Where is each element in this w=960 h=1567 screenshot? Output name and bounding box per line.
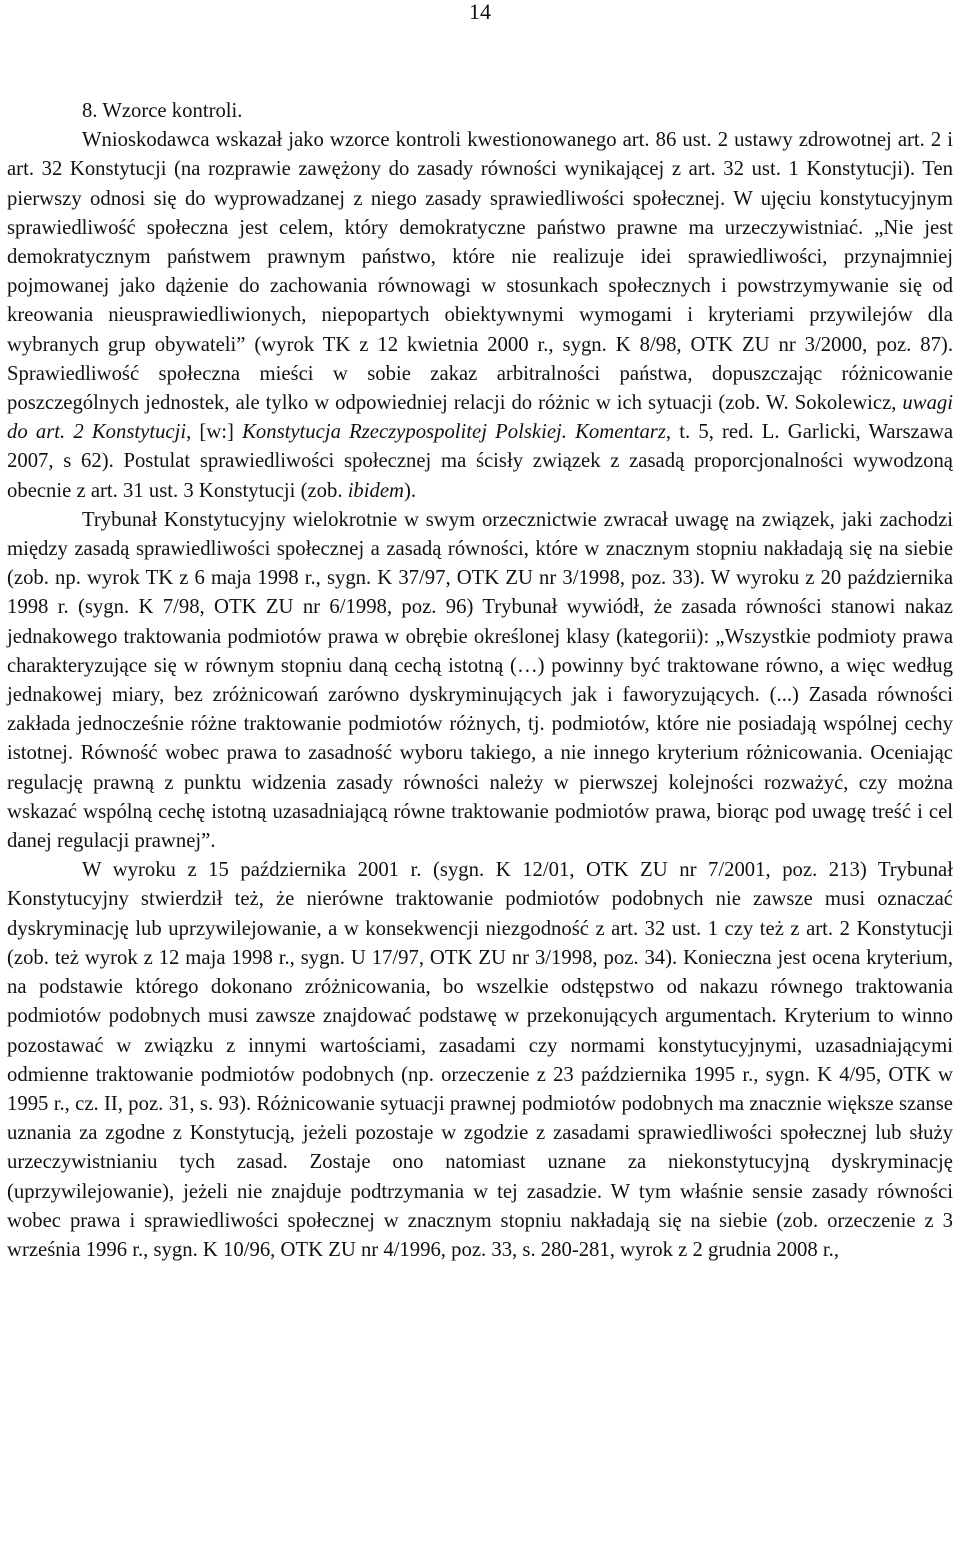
- text-run: W wyroku z 15 października 2001 r. (sygn. K 12/01, OTK ZU nr 7/2001, poz. 213) Trybunał Konstytucyjny stwierdził też, że nierówne traktowanie podmiotów podobnych nie zawsze musi oznaczać dyskryminację lub uprzywilejowanie, a w konsekwencji niezgodność z art. 32 ust. 1 czy też z art. 2 Konstytucji (zob. też wyrok z 12 maja 1998 r., sygn. U 17/97, OTK ZU nr 3/1998, poz. 34). Konieczna jest ocena kryterium, na podstawie którego dokonano zróżnicowania, bo wszelkie odstępstwo od nakazu równego traktowania podmiotów podobnych musi zawsze znajdować podstawę w przekonujących argumentach. Kryterium to winno pozostawać w związku z innymi wartościami, zasadami czy normami konstytucyjnymi, uzasadniającymi odmienne traktowanie podmiotów podobnych (np. orzeczenie z 23 października 1995 r., sygn. K 4/95, OTK w 1995 r., cz. II, poz. 31, s. 93). Różnicowanie sytuacji prawnej podmiotów podobnych ma znacznie większe szanse uznania za zgodne z Konstytucją, jeżeli pozostaje w zgodzie z zasadami sprawiedliwości społecznej lub służy urzeczywistnianiu tych zasad. Zostaje ono natomiast uznane za niekonstytucyjną dyskryminację (uprzywilejowanie), jeżeli nie znajduje podtrzymania w tej zasadzie. W tym właśnie sensie zasady równości wobec prawa i sprawiedliwości społecznej w znacznym stopniu nakładają się na siebie (zob. orzeczenie z 3 września 1996 r., sygn. K 10/96, OTK ZU nr 4/1996, poz. 33, s. 280-281, wyrok z 2 grudnia 2008 r.,: [7, 859, 953, 1261]
- text-run: Wnioskodawca wskazał jako wzorce kontroli kwestionowanego art. 86 ust. 2 ustawy zdrowotnej art. 2 i art. 32 Konstytucji (na rozprawie zawężony do zasady równości wynikającej z art. 32 ust. 1 Konstytucji). Ten pierwszy odnosi się do wyprowadzanej z niego zasady sprawiedliwości społecznej. W ujęciu konstytucyjnym sprawiedliwość społeczna jest celem, który demokratyczne państwo prawne ma urzeczywistniać. „Nie jest demokratycznym państwem prawnym państwo, które nie realizuje idei sprawiedliwości, przynajmniej pojmowanej jako dążenie do zachowania równowagi w stosunkach społecznych i powstrzymywanie się od kreowania nieusprawiedliwionych, niepopartych obiektywnymi wymogami i kryteriami przywilejów dla wybranych grup obywateli” (wyrok TK z 12 kwietnia 2000 r., sygn. K 8/98, OTK ZU nr 3/2000, poz. 87). Sprawiedliwość społeczna mieści w sobie zakaz arbitralności państwa, dopuszczając różnicowanie poszczególnych jednostek, ale tylko w odpowiedniej relacji do różnic w ich sytuacji (zob. W. Sokolewicz,: [7, 129, 953, 415]
- paragraph: [7, 856, 953, 1265]
- document-body: [7, 97, 953, 1265]
- text-run: ).: [404, 479, 417, 502]
- paragraph: [7, 506, 953, 856]
- italic-text-run: Konstytucja Rzeczypospolitej Polskiej. Komentarz: [242, 421, 666, 444]
- paragraph: [7, 126, 953, 506]
- section-heading: 8. Wzorce kontroli.: [82, 100, 243, 122]
- text-run: , t. 5, red. L. Garlicki, Warszawa 2007, s 62). Postulat sprawiedliwości społecznej ma ścisły związek z zasadą proporcjonalności wywodzoną obecnie z art. 31 ust. 3 Konstytucji (zob.: [7, 421, 953, 502]
- italic-text-run: uwagi do art. 2 Konstytucji: [7, 392, 953, 444]
- text-run: Trybunał Konstytucyjny wielokrotnie w swym orzecznictwie zwracał uwagę na związek, jaki zachodzi między zasadą sprawiedliwości społecznej a zasadą równości, które w znacznym stopniu nakładają się na siebie (zob. np. wyrok TK z 6 maja 1998 r., sygn. K 37/97, OTK ZU nr 3/1998, poz. 33). W wyroku z 20 października 1998 r. (sygn. K 7/98, OTK ZU nr 6/1998, poz. 96) Trybunał wywiódł, że zasada równości stanowi nakaz jednakowego traktowania podmiotów prawa w obrębie określonej klasy (kategorii): „Wszystkie podmioty prawa charakteryzujące się w równym stopniu daną cechą istotną (…) powinny być traktowane równo, a więc według jednakowej miary, bez zróżnicowań zarówno dyskryminujących jak i faworyzujących. (...) Zasada równości zakłada jednocześnie różne traktowanie podmiotów różnych, tj. podmiotów, które nie posiadają wspólnej cechy istotnej. Równość wobec prawa to zasadność wyboru takiego, a nie innego kryterium różnicowania. Oceniając regulację prawną z punktu widzenia zasady równości należy w pierwszej kolejności rozważyć, czy można wskazać wspólną cechę istotną uzasadniającą równe traktowanie podmiotów prawa, biorąc pod uwagę treść i cel danej regulacji prawnej”.: [7, 508, 953, 853]
- text-run: , [w:]: [186, 421, 243, 444]
- italic-text-run: ibidem: [347, 479, 404, 502]
- page-number: 14: [469, 0, 491, 24]
